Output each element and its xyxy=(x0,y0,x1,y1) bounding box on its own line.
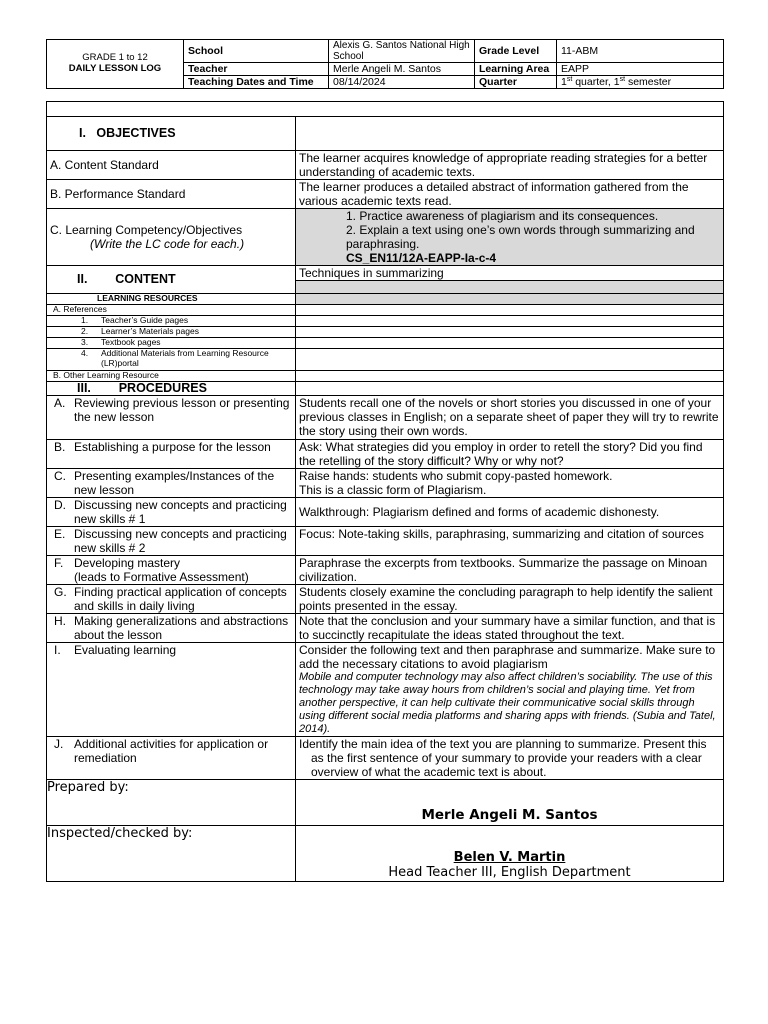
procedure-label: G. Finding practical application of concepts and skills in daily living xyxy=(47,584,296,613)
inspected-label: Inspected/checked by: xyxy=(47,825,296,881)
competency-code: CS_EN11/12A-EAPP-Ia-c-4 xyxy=(346,251,497,266)
procedures-empty xyxy=(296,382,724,396)
inspected-name: Belen V. Martin xyxy=(453,850,566,866)
procedure-value: Focus: Note-taking skills, paraphrasing, summarizing and citation of sources xyxy=(296,526,724,555)
performance-standard-label: B. Performance Standard xyxy=(47,180,296,209)
resource-item-empty xyxy=(296,316,724,327)
grade-label: Grade Level xyxy=(475,40,557,63)
school-value: Alexis G. Santos National High School xyxy=(329,40,475,63)
competency-value-cell xyxy=(296,209,724,266)
resource-item: 1. Teacher’s Guide pages xyxy=(47,316,296,327)
school-label: School xyxy=(184,40,329,63)
procedure-value: Identify the main idea of the text you are planning to summarize. Present this as the first sentence of your summary to provide your readers with a clear overview of what the academic text is about. xyxy=(296,736,724,779)
procedure-label: D. Discussing new concepts and practicing new skills # 1 xyxy=(47,497,296,526)
teacher-label: Teacher xyxy=(184,63,329,76)
other-resource-empty xyxy=(296,371,724,382)
references-label: A. References xyxy=(47,305,296,316)
resource-item-empty xyxy=(296,349,724,371)
objectives-title: I. OBJECTIVES xyxy=(47,117,296,151)
content-value: Techniques in summarizing xyxy=(296,266,724,281)
resources-title: LEARNING RESOURCES xyxy=(47,294,296,305)
resources-gray-cell xyxy=(296,294,724,305)
procedure-value: Paraphrase the excerpts from textbooks. Summarize the passage on Minoan civilization. xyxy=(296,555,724,584)
objectives-empty xyxy=(296,117,724,151)
prepared-name-cell xyxy=(296,779,724,825)
references-empty xyxy=(296,305,724,316)
resource-item: 4. Additional Materials from Learning Resource (LR)portal xyxy=(47,349,296,371)
procedure-value: Students closely examine the concluding paragraph to help identify the salient points presented in the essay. xyxy=(296,584,724,613)
lesson-table xyxy=(46,101,724,882)
content-title: II. CONTENT xyxy=(47,266,296,294)
procedure-value: Walkthrough: Plagiarism defined and forms of academic dishonesty. xyxy=(296,497,724,526)
area-label: Learning Area xyxy=(475,63,557,76)
procedure-label: H. Making generalizations and abstractions about the lesson xyxy=(47,613,296,642)
procedure-label: F. Developing mastery (leads to Formative Assessment) xyxy=(47,555,296,584)
resource-item: 2. Learner’s Materials pages xyxy=(47,327,296,338)
resource-item-empty xyxy=(296,327,724,338)
quarter-label: Quarter xyxy=(475,76,557,89)
prepared-label: Prepared by: xyxy=(47,779,296,825)
procedure-label: J. Additional activities for application or remediation xyxy=(47,736,296,779)
content-standard-value: The learner acquires knowledge of appropriate reading strategies for a better understanding of academic texts. xyxy=(296,151,724,180)
resource-item: 3. Textbook pages xyxy=(47,338,296,349)
log-title: DAILY LESSON LOG xyxy=(68,63,162,75)
procedure-label: I. Evaluating learning xyxy=(47,642,296,736)
log-grade: GRADE 1 to 12 xyxy=(82,52,148,64)
procedure-value: Ask: What strategies did you employ in order to retell the story? Did you find the retelling of the story difficult? Why or why not? xyxy=(296,439,724,468)
dates-value: 08/14/2024 xyxy=(329,76,475,89)
inspected-title: Head Teacher III, English Department xyxy=(388,864,631,880)
content-gray-cell xyxy=(296,281,724,294)
procedure-value: Students recall one of the novels or short stories you discussed in one of your previous classes in English; on a separate sheet of paper they will try to rewrite the story using their own words. xyxy=(296,396,724,439)
competency-2: 2. Explain a text using one’s own words through summarizing and paraphrasing. xyxy=(346,223,695,252)
log-title-cell xyxy=(47,40,184,89)
procedure-label: B. Establishing a purpose for the lesson xyxy=(47,439,296,468)
procedure-value-cell xyxy=(296,642,724,736)
quarter-value: 1st quarter, 1st semester xyxy=(557,76,724,89)
procedure-value: Note that the conclusion and your summary have a similar function, and that is to succinctly recapitulate the ideas stated throughout the text. xyxy=(296,613,724,642)
procedure-label: E. Discussing new concepts and practicing new skills # 2 xyxy=(47,526,296,555)
content-standard-label: A. Content Standard xyxy=(47,151,296,180)
procedure-label: A. Reviewing previous lesson or presenting the new lesson xyxy=(47,396,296,439)
blank-row xyxy=(47,102,724,117)
other-resource-label: B. Other Learning Resource xyxy=(47,371,296,382)
inspected-name-cell xyxy=(296,825,724,881)
resource-item-empty xyxy=(296,338,724,349)
header-table xyxy=(46,39,724,89)
procedures-title: III. PROCEDURES xyxy=(47,382,296,396)
area-value: EAPP xyxy=(557,63,724,76)
teacher-value: Merle Angeli M. Santos xyxy=(329,63,475,76)
evaluation-quote: Mobile and computer technology may also affect children’s sociability. The use of this technology may take away hours from children’s social and playing time. Yet from another perspective, it can help cultivate their communicative social skills through using different social media platforms and sharing apps with friends. (Subia and Tatel, 2014). xyxy=(299,671,716,735)
competency-label-cell xyxy=(47,209,296,266)
procedure-value: Raise hands: students who submit copy-pasted homework. This is a classic form of Plagiarism. xyxy=(296,468,724,497)
procedure-label: C. Presenting examples/Instances of the new lesson xyxy=(47,468,296,497)
performance-standard-value: The learner produces a detailed abstract of information gathered from the various academic texts read. xyxy=(296,180,724,209)
competency-note: (Write the LC code for each.) xyxy=(90,237,245,252)
prepared-name: Merle Angeli M. Santos xyxy=(421,807,598,824)
competency-1: 1. Practice awareness of plagiarism and its consequences. xyxy=(346,209,659,224)
procedure-value: Consider the following text and then paraphrase and summarize. Make sure to add the necessary citations to avoid plagiarism xyxy=(299,642,716,671)
dates-label: Teaching Dates and Time xyxy=(184,76,329,89)
competency-label: C. Learning Competency/Objectives xyxy=(50,223,243,238)
grade-value: 11-ABM xyxy=(557,40,724,63)
